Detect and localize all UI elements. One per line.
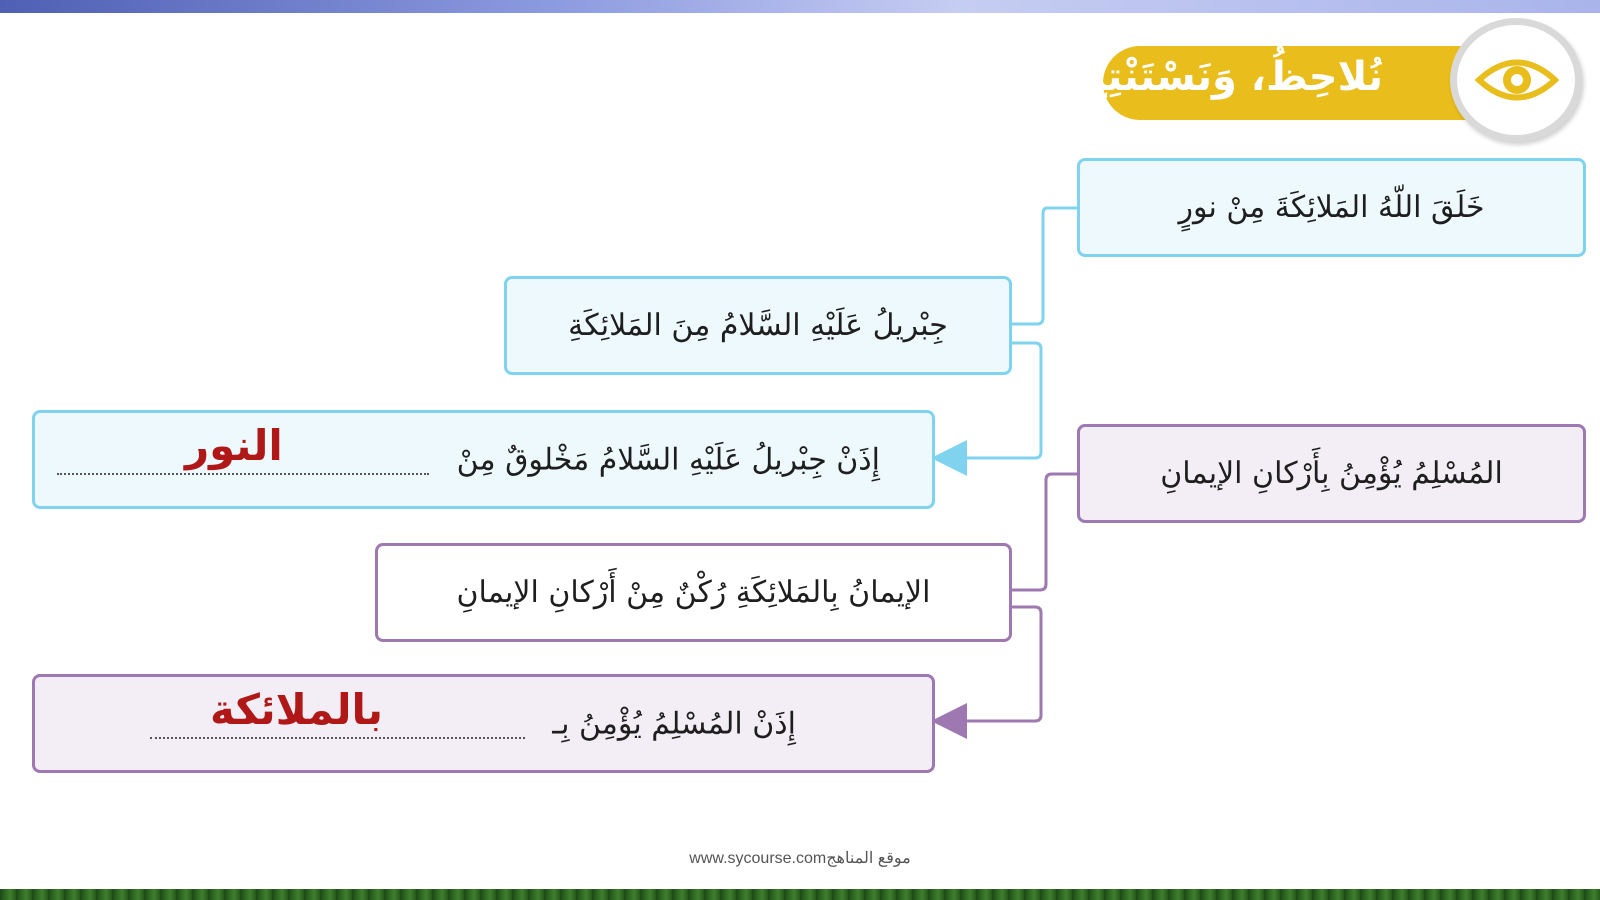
- answer-text-2: بالملائكة: [210, 685, 384, 734]
- answer-text-1: النور: [185, 421, 283, 470]
- premise-box-3: [1077, 424, 1586, 523]
- header-title: نُلاحِظُ، وَنَسْتَنْتِجُ: [1078, 54, 1383, 100]
- answer-blank-1[interactable]: [57, 473, 429, 475]
- conclusion-box-2: [32, 674, 935, 773]
- premise-text-4: الإيمانُ بِالمَلائِكَةِ رُكْنٌ مِنْ أَرْكانِ الإيمانِ: [456, 575, 931, 610]
- bottom-grass-strip: [0, 889, 1600, 900]
- conclusion-text-2: إِذَنْ المُسْلِمُ يُؤْمِنُ بِـ: [552, 706, 796, 741]
- premise-text-1: خَلَقَ اللّهُ المَلائِكَةَ مِنْ نورٍ: [1178, 190, 1485, 225]
- footer-watermark: www.sycourse.comموقع المناهج: [689, 850, 911, 867]
- premise-text-3: المُسْلِمُ يُؤْمِنُ بِأَرْكانِ الإيمانِ: [1160, 456, 1503, 491]
- premise-text-2: جِبْريلُ عَلَيْهِ السَّلامُ مِنَ المَلائِكَةِ: [568, 308, 948, 343]
- premise-box-2: [504, 276, 1012, 375]
- answer-blank-2[interactable]: [150, 737, 525, 739]
- premise-box-4: [375, 543, 1012, 642]
- conclusion-text-1: إِذَنْ جِبْريلُ عَلَيْهِ السَّلامُ مَخْلوقٌ مِنْ: [456, 442, 880, 477]
- premise-box-1: [1077, 158, 1586, 257]
- conclusion-box-1: [32, 410, 935, 509]
